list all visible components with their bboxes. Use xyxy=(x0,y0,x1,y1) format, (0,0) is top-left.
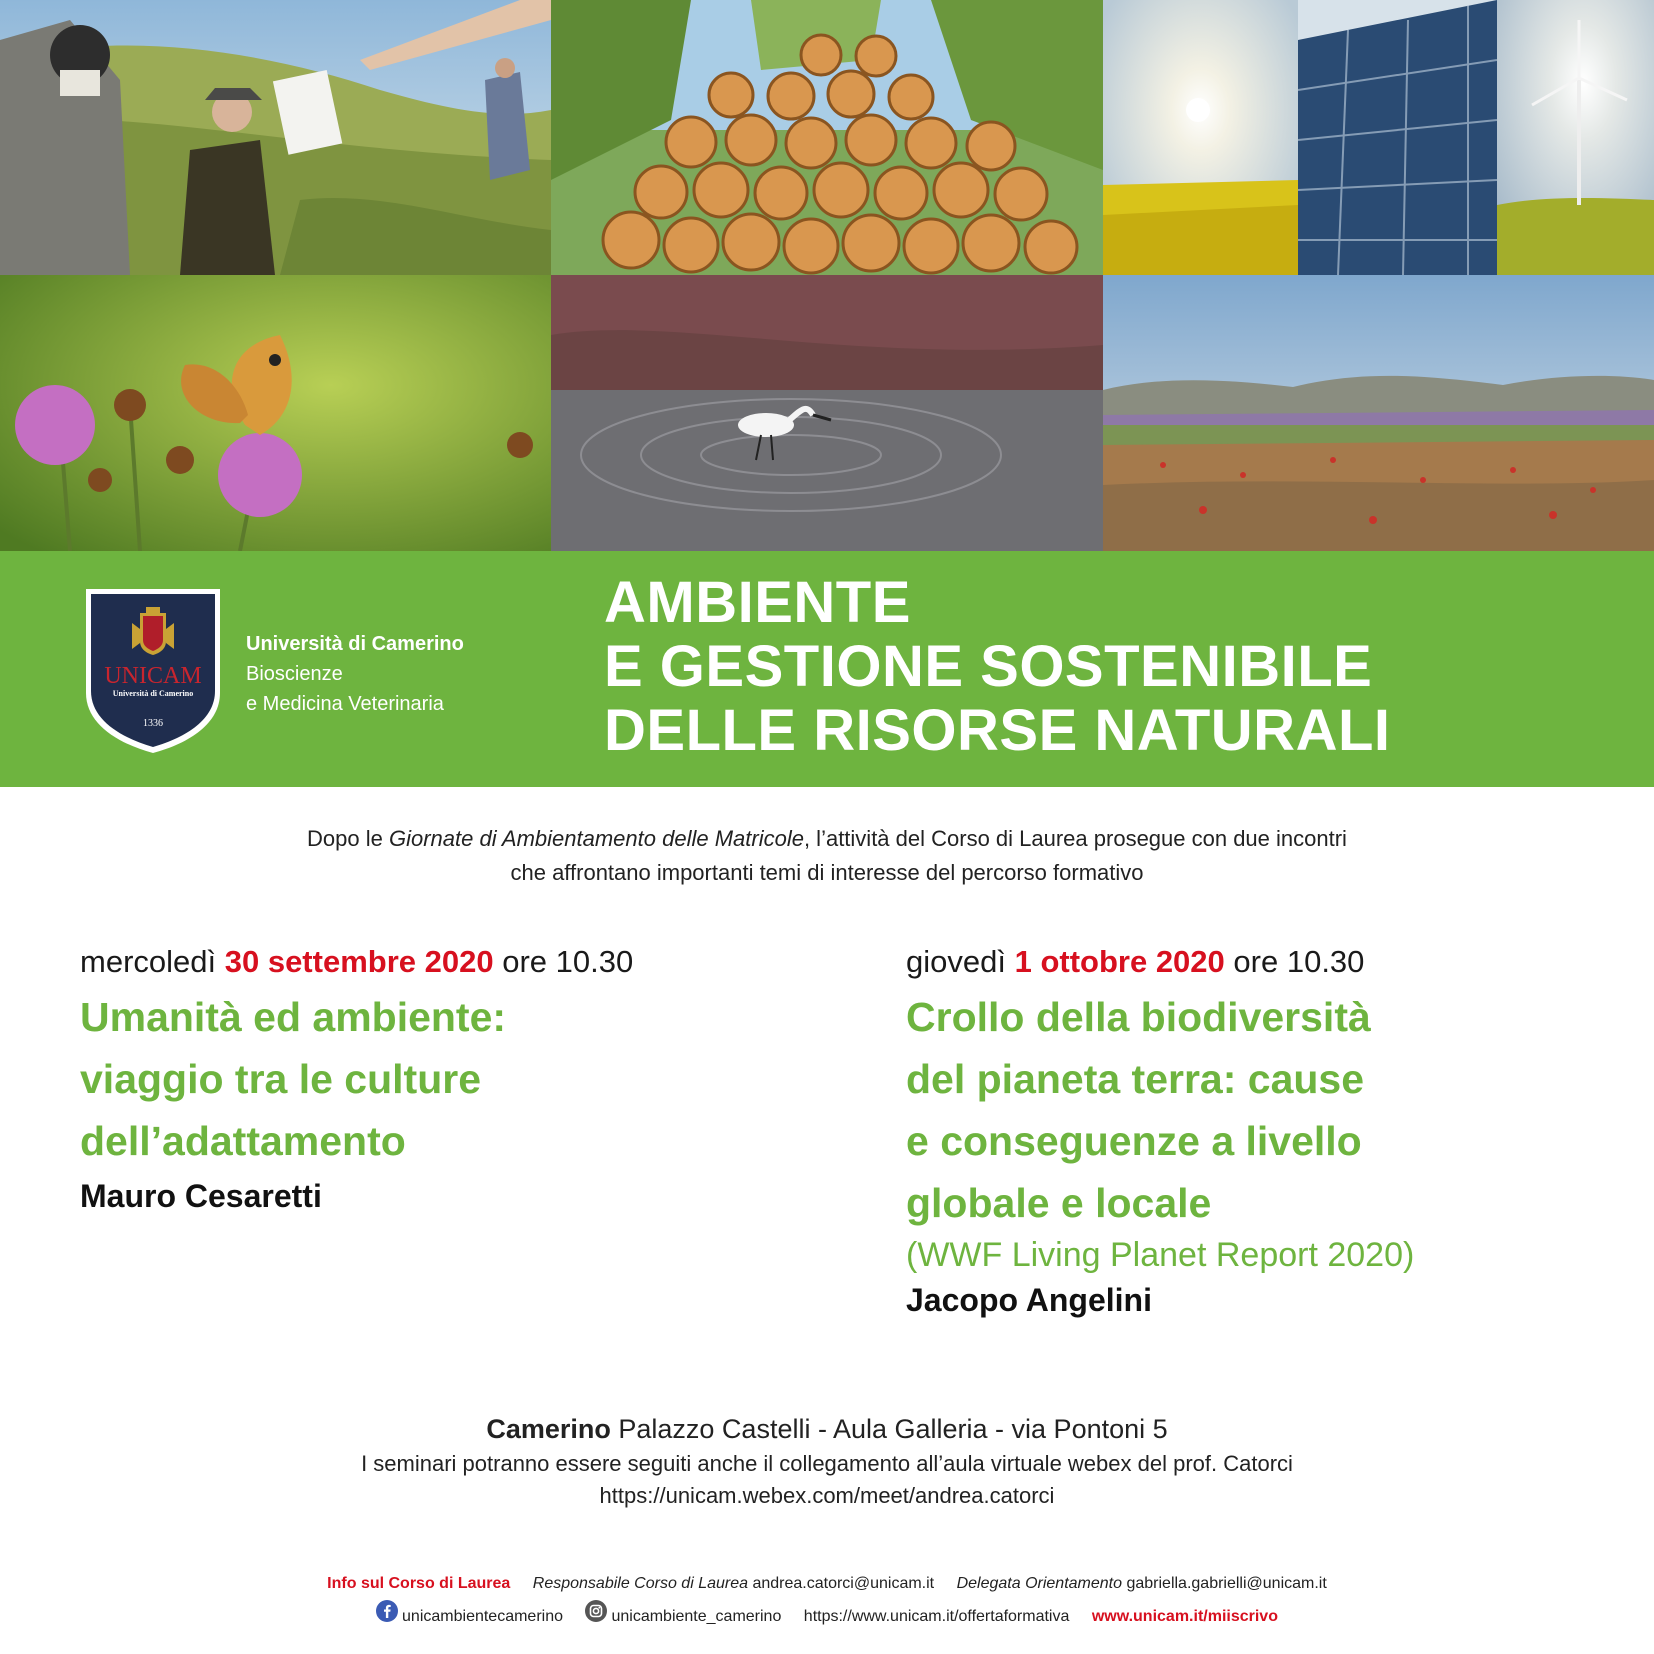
venue-city: Camerino xyxy=(486,1414,611,1444)
event-2-title xyxy=(906,986,1646,1234)
intro-text xyxy=(0,822,1654,890)
responsabile-contact xyxy=(533,1568,934,1600)
event-2-weekday: giovedì xyxy=(906,944,1006,979)
facebook-handle: unicambientecamerino xyxy=(402,1608,564,1625)
event-1 xyxy=(80,942,820,1220)
meadow-photo xyxy=(1103,275,1654,551)
offerta-formativa-link[interactable]: https://www.unicam.it/offertaformativa xyxy=(803,1608,1070,1625)
event-1-title-line-3: dell’adattamento xyxy=(80,1118,406,1164)
responsabile-label: Responsabile Corso di Laurea xyxy=(532,1575,749,1592)
delegata-email[interactable]: gabriella.gabrielli@unicam.it xyxy=(1126,1575,1327,1592)
venue-address: Palazzo Castelli - Aula Galleria - via Pontoni 5 xyxy=(610,1414,1168,1444)
solar-panel-photo xyxy=(1298,0,1497,275)
location-block xyxy=(0,1410,1654,1512)
webex-note: I seminari potranno essere seguiti anche il collegamento all’aula virtuale webex del prof. Catorci xyxy=(361,1451,1293,1476)
facebook-icon xyxy=(376,1600,398,1634)
course-title-line-3: DELLE RISORSE NATURALI xyxy=(604,698,1391,763)
info-label: Info sul Corso di Laurea xyxy=(327,1575,511,1592)
fieldwork-photo xyxy=(0,0,551,275)
instagram-link[interactable] xyxy=(585,1600,781,1634)
event-1-date xyxy=(80,942,820,982)
logs-photo xyxy=(551,0,1103,275)
event-2-title-line-4: globale e locale xyxy=(906,1180,1212,1226)
intro-italic: Giornate di Ambientamento delle Matricole xyxy=(389,826,804,851)
title-band xyxy=(0,551,1654,787)
event-2-title-line-2: del pianeta terra: cause xyxy=(906,1056,1365,1102)
venue-line xyxy=(0,1410,1654,1448)
delegata-contact xyxy=(957,1568,1327,1600)
photo-collage xyxy=(0,0,1654,551)
event-1-time: ore 10.30 xyxy=(502,944,634,979)
event-2-speaker: Jacopo Angelini xyxy=(906,1282,1152,1318)
footer-social-row xyxy=(0,1600,1654,1632)
facebook-link[interactable] xyxy=(376,1600,563,1634)
logo-year: 1336 xyxy=(143,718,163,729)
instagram-icon xyxy=(585,1600,607,1634)
logo-subtitle: Università di Camerino xyxy=(112,689,194,698)
event-1-day: 30 settembre 2020 xyxy=(224,944,494,979)
unicam-logo xyxy=(80,583,226,757)
event-2-subtitle: (WWF Living Planet Report 2020) xyxy=(906,1236,1415,1274)
webex-link[interactable]: https://unicam.webex.com/meet/andrea.catorci xyxy=(599,1483,1055,1508)
course-title-line-2: E GESTIONE SOSTENIBILE xyxy=(604,634,1373,699)
delegata-label: Delegata Orientamento xyxy=(956,1575,1123,1592)
event-2-title-line-1: Crollo della biodiversità xyxy=(906,994,1371,1040)
course-title-line-1: AMBIENTE xyxy=(604,570,911,635)
event-1-speaker: Mauro Cesaretti xyxy=(80,1178,322,1214)
responsabile-email[interactable]: andrea.catorci@unicam.it xyxy=(752,1575,935,1592)
logo-wordmark: UNICAM xyxy=(104,663,202,689)
intro-line-1: Dopo le Giornate di Ambientamento delle Matricole, l’attività del Corso di Laurea prosegue con due incontri xyxy=(307,826,1347,851)
department-line-2: e Medicina Veterinaria xyxy=(246,693,444,715)
department-line-1: Bioscienze xyxy=(246,663,343,685)
university-info xyxy=(246,629,464,719)
event-1-title-line-1: Umanità ed ambiente: xyxy=(80,994,507,1040)
event-1-title xyxy=(80,986,820,1172)
intro-line-2: che affrontano importanti temi di interesse del percorso formativo xyxy=(510,860,1144,885)
event-2-title-line-3: e conseguenze a livello xyxy=(906,1118,1362,1164)
wind-turbine-photo xyxy=(1497,0,1654,275)
university-name: Università di Camerino xyxy=(246,633,464,655)
instagram-handle: unicambiente_camerino xyxy=(611,1608,782,1625)
sun-field-photo xyxy=(1103,0,1298,275)
event-1-weekday: mercoledì xyxy=(80,944,217,979)
miiscrivo-link[interactable]: www.unicam.it/miiscrivo xyxy=(1091,1608,1278,1625)
footer-contacts-row xyxy=(0,1568,1654,1600)
event-2-time: ore 10.30 xyxy=(1233,944,1365,979)
event-2-day: 1 ottobre 2020 xyxy=(1014,944,1225,979)
footer xyxy=(0,1568,1654,1632)
event-1-title-line-2: viaggio tra le culture xyxy=(80,1056,481,1102)
event-2-date xyxy=(906,942,1646,982)
event-2 xyxy=(906,942,1646,1324)
egret-photo xyxy=(551,275,1103,551)
course-title xyxy=(604,571,1391,763)
butterfly-photo xyxy=(0,275,551,551)
